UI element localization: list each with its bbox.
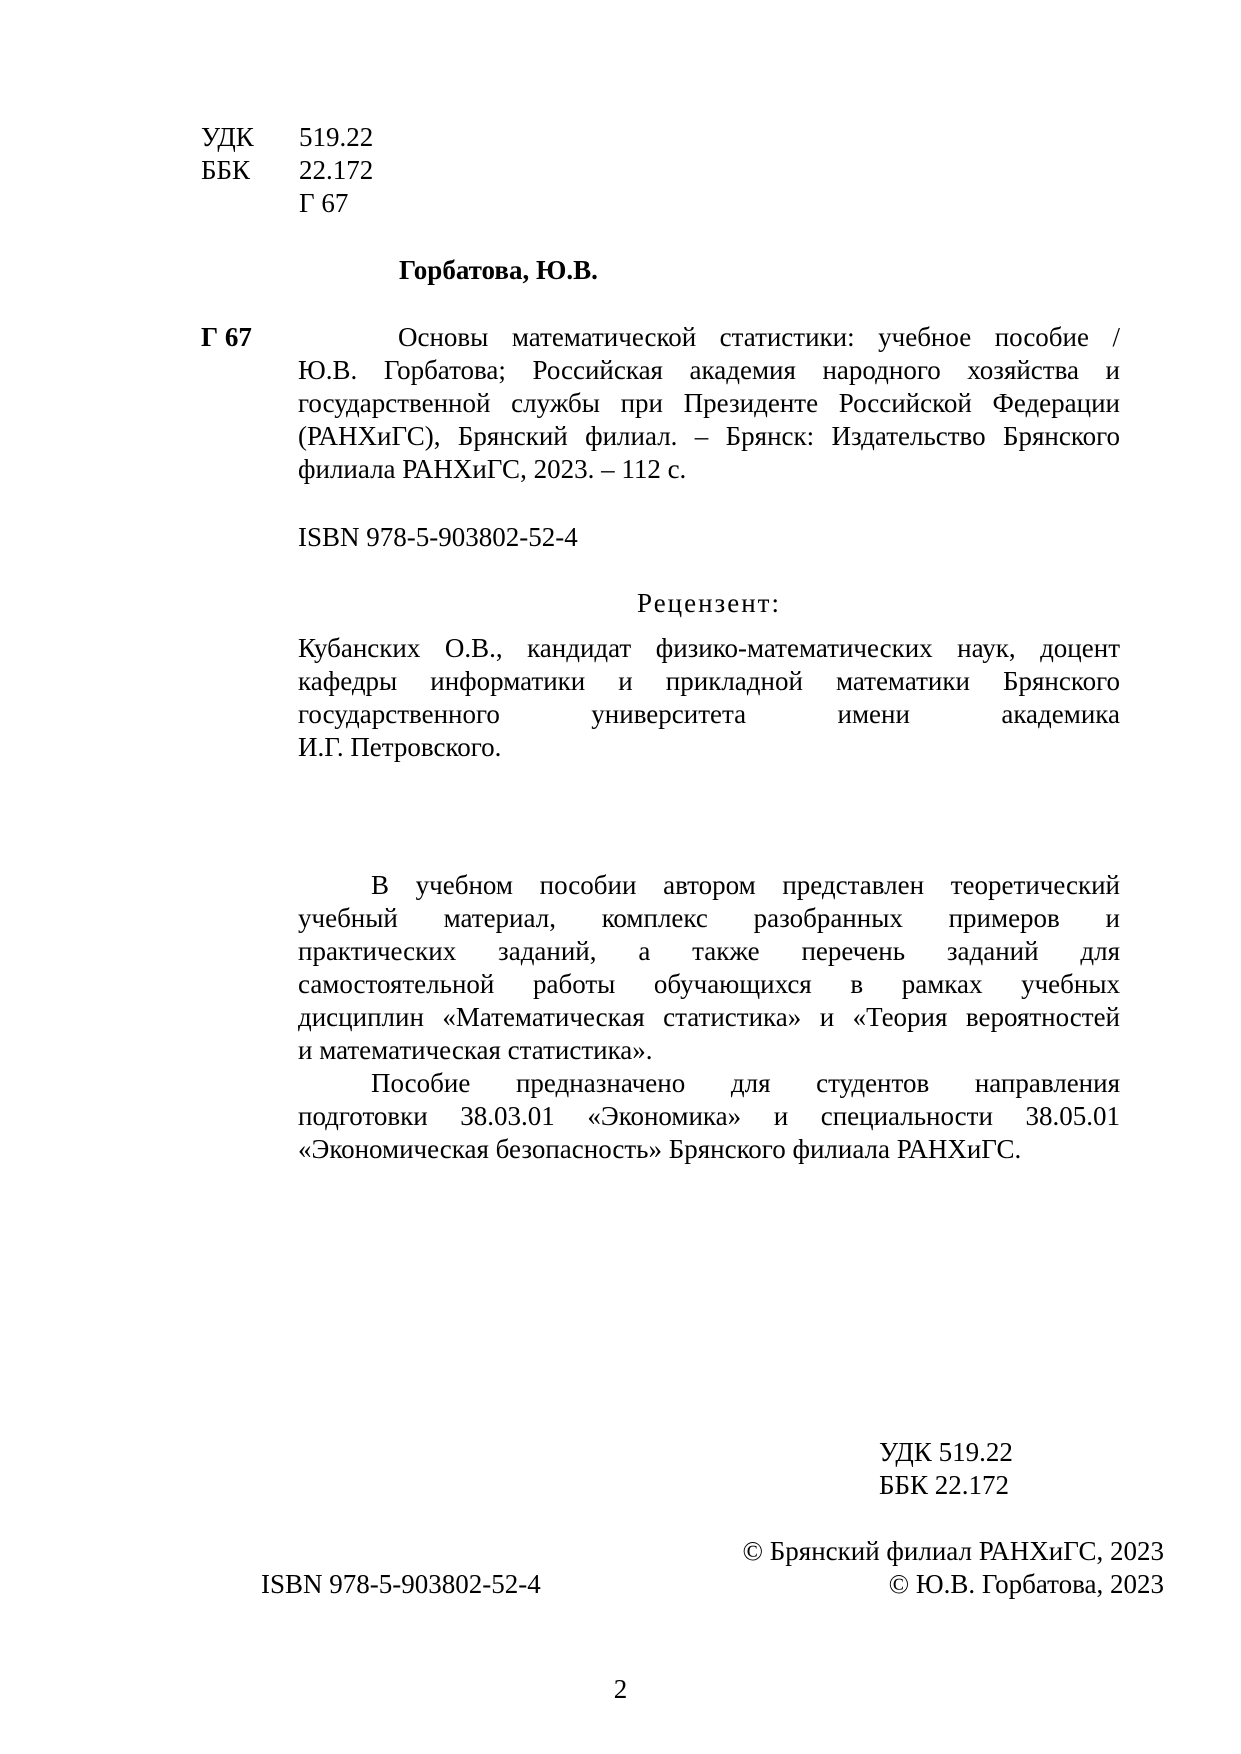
copyright-author: © Ю.В. Горбатова, 2023 (888, 1569, 1164, 1599)
footer-bbk: ББК 22.172 (879, 1470, 1010, 1500)
page-number: 2 (613, 1674, 628, 1704)
annotation-line: «Экономическая безопасность» Брянского филиала РАНХиГС. (298, 1134, 1022, 1164)
annotation-line: дисциплин «Математическая статистика» и «Теория вероятностей (298, 1002, 1120, 1032)
bbk-label: ББК (201, 155, 251, 185)
annotation-line: и математическая статистика». (298, 1035, 653, 1065)
annotation-line: Пособие предназначено для студентов направления (371, 1068, 1120, 1098)
reviewer-line: И.Г. Петровского. (298, 732, 502, 762)
bibliographic-mark: Г 67 (201, 322, 252, 352)
author-mark: Г 67 (299, 188, 349, 218)
reviewer-text (298, 632, 1120, 764)
udk-row (201, 121, 373, 154)
reviewer-line: Кубанских О.В., кандидат физико-математических наук, доцент (298, 633, 1120, 663)
footer-codes (879, 1436, 1013, 1502)
annotation-line: самостоятельной работы обучающихся в рамках учебных (298, 969, 1120, 999)
footer-udk: УДК 519.22 (879, 1437, 1013, 1467)
annotation-line: учебный материал, комплекс разобранных примеров и (298, 903, 1120, 933)
isbn: ISBN 978-5-903802-52-4 (298, 522, 578, 552)
author-mark-row (201, 187, 373, 220)
bib-line: (РАНХиГС), Брянский филиал. – Брянск: Издательство Брянского (298, 421, 1120, 451)
bbk-row (201, 154, 373, 187)
copyright-block (743, 1535, 1164, 1601)
annotation-line: практических заданий, а также перечень заданий для (298, 936, 1120, 966)
annotation (298, 869, 1120, 1166)
annotation-line: подготовки 38.03.01 «Экономика» и специальности 38.05.01 (298, 1101, 1120, 1131)
author-heading: Горбатова, Ю.В. (399, 255, 598, 285)
udk-value: 519.22 (299, 122, 374, 152)
bib-line: Основы математической статистики: учебное пособие / (398, 322, 1120, 352)
bib-line: филиала РАНХиГС, 2023. – 112 с. (298, 454, 687, 484)
copyright-org: © Брянский филиал РАНХиГС, 2023 (742, 1536, 1164, 1566)
bib-line: Ю.В. Горбатова; Российская академия народного хозяйства и (298, 355, 1120, 385)
footer-isbn: ISBN 978-5-903802-52-4 (261, 1569, 541, 1599)
classification-codes (201, 121, 373, 220)
annotation-line: В учебном пособии автором представлен теоретический (371, 870, 1120, 900)
reviewer-line: государственного университета имени академика (298, 699, 1120, 729)
udk-label: УДК (201, 122, 254, 152)
bib-line: государственной службы при Президенте Российской Федерации (298, 388, 1120, 418)
bbk-value: 22.172 (299, 155, 374, 185)
bibliographic-description (298, 321, 1120, 486)
reviewer-heading: Рецензент: (637, 588, 781, 618)
reviewer-line: кафедры информатики и прикладной математики Брянского (298, 666, 1120, 696)
